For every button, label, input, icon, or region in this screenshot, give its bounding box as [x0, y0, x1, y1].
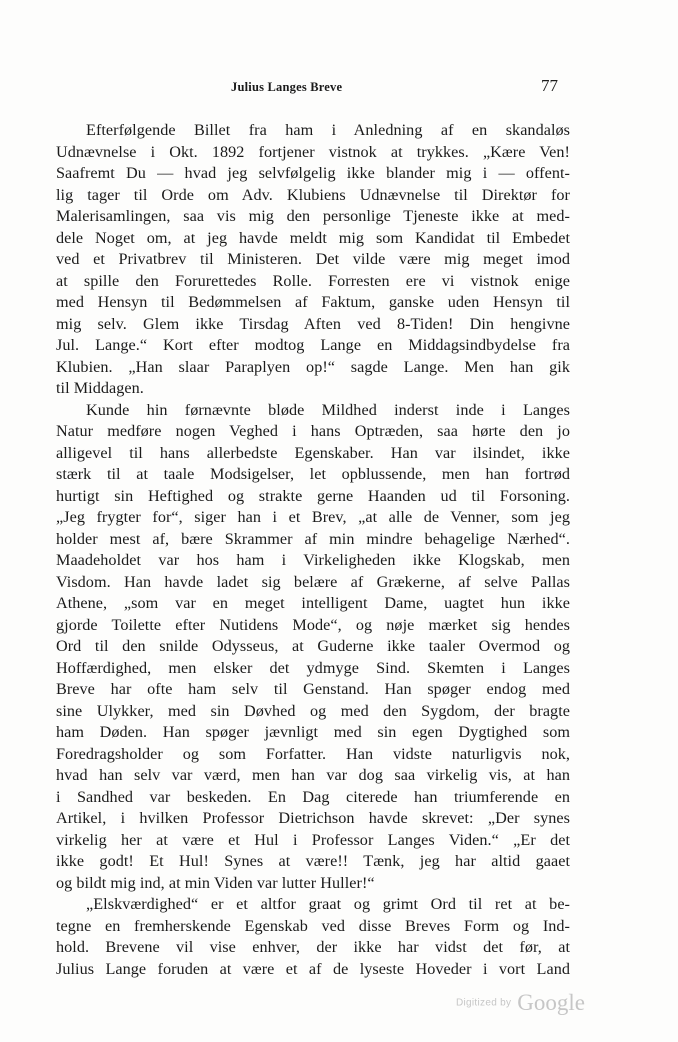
text-line: alligevel til hans allerbedste Egenskaber. Han var ilsindet, ikke: [56, 443, 570, 462]
text-line: Athene, „som var en meget intelligent Dame, uagtet hun ikke: [56, 594, 570, 612]
text-line: Artikel, i hvilken Professor Dietrichson havde skrevet: „Der synes: [56, 809, 570, 827]
text-line: Efterfølgende Billet fra ham i Anledning af en skandaløs: [86, 121, 570, 139]
text-line: „Jeg frygter for“, siger han i et Brev, „at alle de Venner, som jeg: [56, 508, 570, 526]
text-line: Malerisamlingen, saa vis mig den personlige Tjeneste ikke at med-: [56, 207, 570, 225]
running-title: Julius Langes Breve: [231, 80, 343, 94]
text-line: hold. Brevene vil vise enhver, der ikke har vidst det før, at: [56, 938, 570, 956]
text-line: ham Døden. Han spøger jævnligt med sin egen Dygtighed som: [56, 723, 570, 741]
text-line: Hoffærdighed, men elsker det ydmyge Sind. Skemten i Langes: [56, 658, 570, 677]
text-line: Kunde hin førnævnte bløde Mildhed inderst inde i Langes: [86, 400, 570, 419]
text-line: holder mest af, bære Skrammer af min mindre behagelige Nærhed“.: [56, 529, 570, 548]
text-line: Klubien. „Han slaar Paraplyen op!“ sagde Lange. Men han gik: [56, 357, 570, 376]
text-line: Foredragsholder og som Forfatter. Han vidste naturligvis nok,: [56, 744, 570, 763]
text-line: lig tager til Orde om Adv. Klubiens Udnævnelse til Direktør for: [56, 185, 570, 204]
text-line: virkelig her at være et Hul i Professor Langes Viden.“ „Er det: [56, 830, 570, 849]
text-line: at spille den Forurettedes Rolle. Forresten ere vi vistnok enige: [56, 271, 570, 290]
text-line: hvad han selv var værd, men han var dog saa virkelig vis, at han: [56, 766, 570, 784]
text-line: i Sandhed var beskeden. En Dag citerede han triumferende en: [56, 787, 570, 806]
text-line: til Middagen.: [56, 379, 144, 397]
text-line: Visdom. Han havde ladet sig belære af Grækerne, af selve Pallas: [56, 572, 570, 591]
text-line: sine Ulykker, med sin Døvhed og med den Sygdom, der bragte: [56, 701, 570, 720]
text-line: og bildt mig ind, at min Viden var lutter Huller!“: [56, 873, 375, 892]
text-line: med Hensyn til Bedømmelsen af Faktum, ganske uden Hensyn til: [56, 293, 570, 311]
text-line: ved et Privatbrev til Ministeren. Det vilde være mig meget imod: [56, 250, 570, 268]
text-line: Jul. Lange.“ Kort efter modtog Lange en Middagsindbydelse fra: [56, 336, 570, 354]
text-line: Saafremt Du — hvad jeg selvfølgelig ikke blander mig i — offent-: [56, 164, 570, 182]
text-line: Maadeholdet var hos ham i Virkeligheden ikke Klogskab, men: [56, 551, 570, 569]
text-line: Breve har ofte ham selv til Genstand. Han spøger endog med: [56, 680, 570, 698]
page-number: 77: [541, 76, 558, 95]
body-text: [56, 120, 570, 980]
google-logo: Google: [517, 990, 586, 1015]
text-line: gjorde Toilette efter Nutidens Mode“, og nøje mærket sig hendes: [56, 615, 570, 634]
text-line: Udnævnelse i Okt. 1892 fortjener vistnok at trykkes. „Kære Ven!: [56, 142, 570, 161]
text-line: stærk til at taale Modsigelser, let opblussende, men han fortrød: [56, 465, 570, 483]
text-line: tegne en fremherskende Egenskab ved disse Breves Form og Ind-: [56, 916, 570, 935]
text-line: hurtigt sin Heftighed og strakte gerne Haanden ud til Forsoning.: [56, 486, 570, 505]
text-line: dele Noget om, at jeg havde meldt mig som Kandidat til Embedet: [56, 228, 570, 247]
digitized-by-google-watermark: [456, 990, 585, 1016]
text-line: Natur medføre nogen Veghed i hans Optræden, saa hørte den jo: [56, 422, 570, 440]
watermark-prefix: Digitized by: [456, 997, 512, 1009]
text-line: mig selv. Glem ikke Tirsdag Aften ved 8-Tiden! Din hengivne: [56, 314, 570, 333]
text-line: Julius Lange foruden at være et af de lyseste Hoveder i vort Land: [56, 959, 570, 978]
text-line: Ord til den snilde Odysseus, at Guderne ikke taaler Overmod og: [56, 637, 570, 655]
text-line: „Elskværdighed“ er et altfor graat og grimt Ord til ret at be-: [86, 895, 570, 913]
text-line: ikke godt! Et Hul! Synes at være!! Tænk, jeg har altid gaaet: [56, 852, 570, 870]
